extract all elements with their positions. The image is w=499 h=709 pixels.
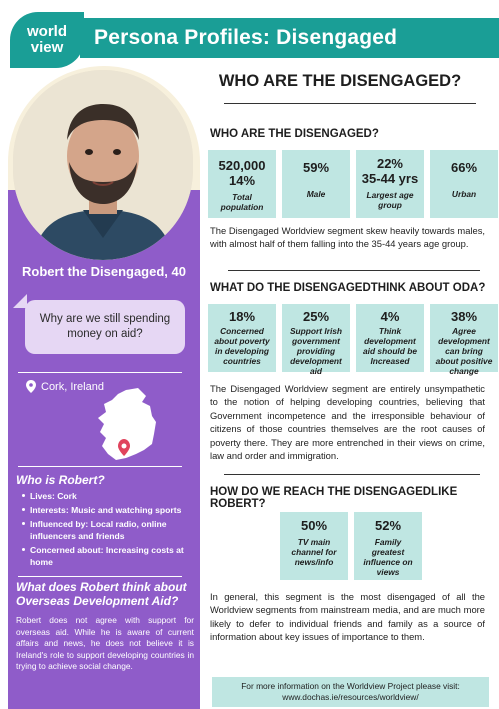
- persona-facts: [22, 490, 192, 570]
- quote-bubble: Why are we still spending money on aid?: [25, 300, 185, 354]
- header-banner: [80, 18, 499, 58]
- stat-value: 59%: [302, 160, 330, 175]
- demographics-text: The Disengaged Worldview segment skew heavily towards males, with almost half of them falling into the 35-44 years age group.: [210, 225, 485, 250]
- stat-value: 25%: [302, 309, 330, 324]
- location-pin-icon: [26, 380, 36, 393]
- logo-line-1: world: [27, 23, 67, 40]
- stat-value: 52%: [374, 518, 402, 533]
- footer-line-1: For more information on the Worldview Project please visit:: [241, 681, 460, 691]
- page-title: Persona Profiles: Disengaged: [94, 26, 398, 49]
- persona-photo: [13, 70, 193, 260]
- section-heading: WHO ARE THE DISENGAGED?: [210, 128, 379, 140]
- ireland-map-illustration: [96, 388, 166, 462]
- stat-card: [356, 150, 424, 218]
- section-heading: HOW DO WE REACH THE DISENGAGEDLIKE ROBERT?: [210, 486, 458, 510]
- stat-label: TV main channel for news/info: [291, 537, 337, 567]
- location: [26, 380, 104, 393]
- reach-stats: [280, 512, 422, 580]
- who-is-heading: Who is Robert?: [16, 473, 105, 487]
- stat-label: Family greatest influence on views: [363, 537, 413, 577]
- stat-value: 22% 35-44 yrs: [361, 156, 419, 186]
- stat-value: 50%: [300, 518, 328, 533]
- fact-item: Lives: Cork: [22, 490, 192, 502]
- footer-info: [212, 677, 489, 707]
- fact-item: Interests: Music and watching sports: [22, 504, 192, 516]
- stat-value: 38%: [450, 309, 478, 324]
- stat-value: 4%: [380, 309, 400, 324]
- footer-link[interactable]: www.dochas.ie/resources/worldview/: [282, 692, 419, 702]
- stat-card: [430, 304, 498, 376]
- demographics-stats: [208, 150, 498, 218]
- stat-value: 520,000 14%: [218, 158, 266, 188]
- oda-opinion-heading: What does Robert think about Overseas Development Aid?: [16, 580, 187, 608]
- divider: [18, 576, 182, 577]
- stat-label: Total population: [220, 192, 264, 212]
- stat-label: Think development aid should be Increased: [363, 326, 417, 366]
- stat-label: Agree development can bring about positive change: [435, 326, 493, 376]
- reach-text: In general, this segment is the most disengaged of all the Worldview segments from mainstream media, and are much more likely to defer to individual friends and family as a source of information about key issues of importance to them.: [210, 591, 485, 643]
- stat-card: [356, 304, 424, 372]
- logo-line-2: view: [30, 39, 64, 56]
- divider: [228, 270, 480, 271]
- divider: [224, 103, 476, 104]
- stat-card: [208, 304, 276, 372]
- stat-value: 66%: [450, 160, 478, 175]
- section-heading: WHAT DO THE DISENGAGEDTHINK ABOUT ODA?: [210, 282, 486, 294]
- stat-label: Largest age group: [366, 190, 414, 210]
- worldview-logo: [10, 12, 84, 68]
- main-title: WHO ARE THE DISENGAGED?: [218, 72, 462, 90]
- stat-value: 18%: [228, 309, 256, 324]
- stat-label: Support Irish government providing development aid: [289, 326, 343, 376]
- stat-label: Urban: [451, 189, 477, 199]
- man-portrait-illustration: [13, 70, 193, 260]
- stat-card: [280, 512, 348, 580]
- stat-card: [208, 150, 276, 218]
- fact-item: Concerned about: Increasing costs at home: [22, 544, 192, 568]
- stat-card: [282, 304, 350, 376]
- stat-label: Male: [306, 189, 326, 199]
- divider: [18, 372, 182, 373]
- location-text: Cork, Ireland: [41, 380, 104, 393]
- fact-item: Influenced by: Local radio, online influencers and friends: [22, 518, 192, 542]
- oda-text: The Disengaged Worldview segment are entirely unsympathetic to the notion of helping developing countries, believing that Government incompetence and the irresponsible behaviour of citizens of those countries themselves are the root causes of poverty there. They are more entrenched in their views on crime, law and order and immigration.: [210, 383, 485, 462]
- stat-card: [354, 512, 422, 580]
- oda-opinion-text: Robert does not agree with support for overseas aid. While he is aware of current affairs and news, he does not believe it is Ireland's role to support developing countries in trying to achieve social change.: [16, 615, 194, 672]
- divider: [18, 466, 182, 467]
- divider: [224, 474, 480, 475]
- persona-name: Robert the Disengaged, 40: [22, 264, 186, 279]
- stat-card: [430, 150, 498, 218]
- oda-stats: [208, 304, 498, 376]
- stat-label: Concerned about poverty in developing countries: [214, 326, 270, 366]
- stat-card: [282, 150, 350, 218]
